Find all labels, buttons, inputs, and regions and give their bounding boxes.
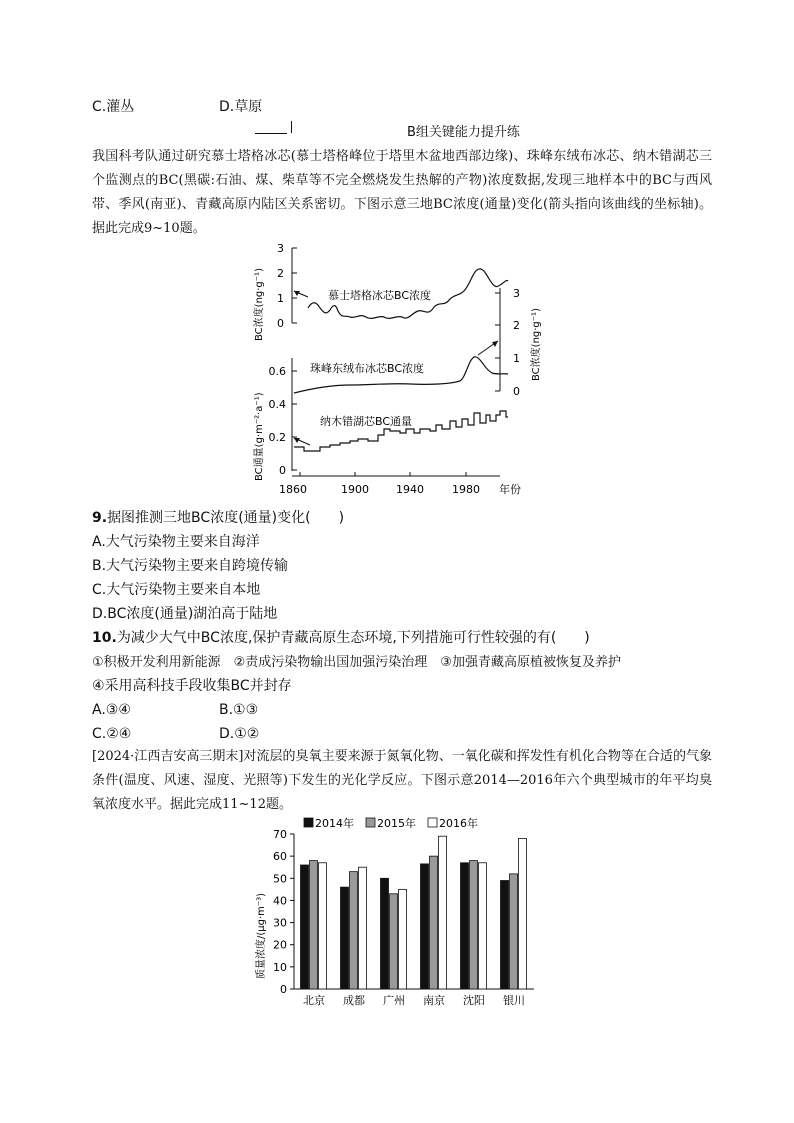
right-tick: 1 bbox=[513, 352, 520, 365]
legend-swatch bbox=[366, 818, 375, 827]
category-label: 南京 bbox=[423, 994, 445, 1007]
legend-swatch bbox=[304, 818, 313, 827]
left-bottom-tick: 0.4 bbox=[268, 398, 286, 411]
bar-2016年-银川 bbox=[519, 838, 527, 989]
right-tick: 0 bbox=[513, 385, 520, 398]
right-tick: 3 bbox=[513, 287, 520, 300]
y-tick-label: 60 bbox=[273, 850, 287, 864]
legend-label: 2016年 bbox=[439, 817, 478, 830]
legend-swatch bbox=[428, 818, 437, 827]
bar-2014年-广州 bbox=[381, 878, 389, 989]
passage-1: 我国科考队通过研究慕士塔格冰芯(慕士塔格峰位于塔里木盆地西部边缘)、珠峰东绒布冰芯、纳木错湖芯三个监测点的BC(黑碳:石油、煤、柴草等不完全燃烧发生热解的产物)浓度数据,发现三地样本中的BC与西风带、季风(南亚)、青藏高原内陆区关系密切。下图示意三地BC浓度(通量)变化(箭头指向该曲线的坐标轴)。据此完成9~10题。 bbox=[92, 149, 712, 236]
bar-2014年-南京 bbox=[421, 864, 429, 989]
bar-2015年-南京 bbox=[430, 856, 438, 989]
q10-items-2: ④采用高科技手段收集BC并封存 bbox=[92, 678, 292, 694]
everest-label: 珠峰东绒布冰芯BC浓度 bbox=[310, 362, 425, 375]
bar-2014年-沈阳 bbox=[461, 863, 469, 989]
y-tick-label: 20 bbox=[273, 938, 287, 952]
bar-2016年-南京 bbox=[439, 836, 447, 989]
q10-option-a: A.③④ bbox=[92, 702, 131, 718]
q10-option-d: D.①② bbox=[219, 726, 260, 742]
q9-stem: 9.据图推测三地BC浓度(通量)变化( ) bbox=[92, 510, 345, 526]
q9-option-d: D.BC浓度(通量)湖泊高于陆地 bbox=[92, 606, 278, 622]
bc-figure bbox=[250, 243, 550, 503]
x-tick: 1940 bbox=[396, 483, 424, 496]
bar-2014年-银川 bbox=[501, 881, 509, 990]
legend-label: 2014年 bbox=[315, 817, 354, 830]
option-d: D.草原 bbox=[219, 99, 263, 115]
ylabel-right: BC浓度(ng·g⁻¹) bbox=[531, 308, 542, 381]
right-tick: 2 bbox=[513, 319, 520, 332]
q9-option-a: A.大气污染物主要来自海洋 bbox=[92, 534, 260, 550]
bar-2016年-沈阳 bbox=[479, 863, 487, 989]
passage-2-source: [2024·江西吉安高三期末] bbox=[92, 749, 244, 764]
left-bottom-tick: 0.6 bbox=[268, 365, 286, 378]
x-tick: 1980 bbox=[452, 483, 480, 496]
x-unit: 年份 bbox=[499, 483, 521, 496]
x-tick: 1860 bbox=[279, 483, 307, 496]
heading-rule bbox=[255, 133, 287, 134]
q10-items-1: ①积极开发利用新能源 ②责成污染物输出国加强污染治理 ③加强青藏高原植被恢复及养护 bbox=[92, 655, 621, 670]
y-tick-label: 40 bbox=[273, 894, 287, 908]
passage-2: [2024·江西吉安高三期末]对流层的臭氧主要来源于氮氧化物、一氧化碳和挥发性有机化合物等在合适的气象条件(温度、风速、湿度、光照等)下发生的光化学反应。下图示意2014—2016年六个典型城市的年平均臭氧浓度水平。据此完成11~12题。 bbox=[92, 749, 712, 812]
category-label: 沈阳 bbox=[463, 994, 485, 1007]
category-label: 广州 bbox=[383, 994, 405, 1007]
x-tick: 1900 bbox=[341, 483, 369, 496]
category-label: 北京 bbox=[303, 994, 325, 1007]
q10-option-c: C.②④ bbox=[92, 726, 132, 742]
left-bottom-tick: 0.2 bbox=[268, 431, 286, 444]
left-top-tick: 3 bbox=[277, 243, 284, 255]
q9-option-c: C.大气污染物主要来自本地 bbox=[92, 582, 261, 598]
y-tick-label: 70 bbox=[273, 828, 287, 841]
bar-2015年-成都 bbox=[350, 872, 358, 989]
q9-option-b: B.大气污染物主要来自跨境传输 bbox=[92, 558, 289, 574]
category-label: 成都 bbox=[343, 994, 365, 1007]
bar-2014年-北京 bbox=[301, 865, 309, 989]
option-c: C.灌丛 bbox=[92, 99, 135, 115]
bar-2014年-成都 bbox=[341, 887, 349, 989]
q10-option-b: B.①③ bbox=[219, 702, 259, 718]
bar-2015年-沈阳 bbox=[470, 861, 478, 989]
ylabel-bottom: BC通量(g·m⁻²·a⁻¹) bbox=[254, 392, 265, 481]
bar-2016年-广州 bbox=[399, 889, 407, 989]
bar-2015年-银川 bbox=[510, 874, 518, 989]
y-axis-label: 质量浓度/(μg·m⁻³) bbox=[256, 892, 267, 979]
left-top-tick: 2 bbox=[277, 267, 284, 280]
ozone-chart bbox=[252, 812, 542, 1014]
q10-stem: 10.为减少大气中BC浓度,保护青藏高原生态环境,下列措施可行性较强的有( ) bbox=[92, 630, 590, 646]
namco-label: 纳木错湖芯BC通量 bbox=[320, 415, 413, 428]
y-tick-label: 0 bbox=[280, 983, 287, 996]
category-label: 银川 bbox=[503, 994, 525, 1007]
bar-2015年-北京 bbox=[310, 861, 318, 989]
section-heading: B组关键能力提升练 bbox=[407, 125, 520, 140]
bar-2016年-北京 bbox=[319, 863, 327, 989]
y-tick-label: 30 bbox=[273, 916, 287, 930]
left-top-tick: 1 bbox=[277, 292, 284, 305]
y-tick-label: 50 bbox=[273, 872, 287, 886]
legend-label: 2015年 bbox=[377, 817, 416, 830]
left-top-tick: 0 bbox=[277, 317, 284, 330]
heading-tick bbox=[291, 121, 292, 133]
left-bottom-tick: 0 bbox=[279, 464, 286, 477]
bar-2016年-成都 bbox=[359, 867, 367, 989]
ylabel-top: BC浓度(ng·g⁻¹) bbox=[254, 268, 265, 341]
bar-2015年-广州 bbox=[390, 894, 398, 989]
muztagh-label: 慕士塔格冰芯BC浓度 bbox=[328, 289, 432, 302]
y-tick-label: 10 bbox=[273, 960, 287, 974]
